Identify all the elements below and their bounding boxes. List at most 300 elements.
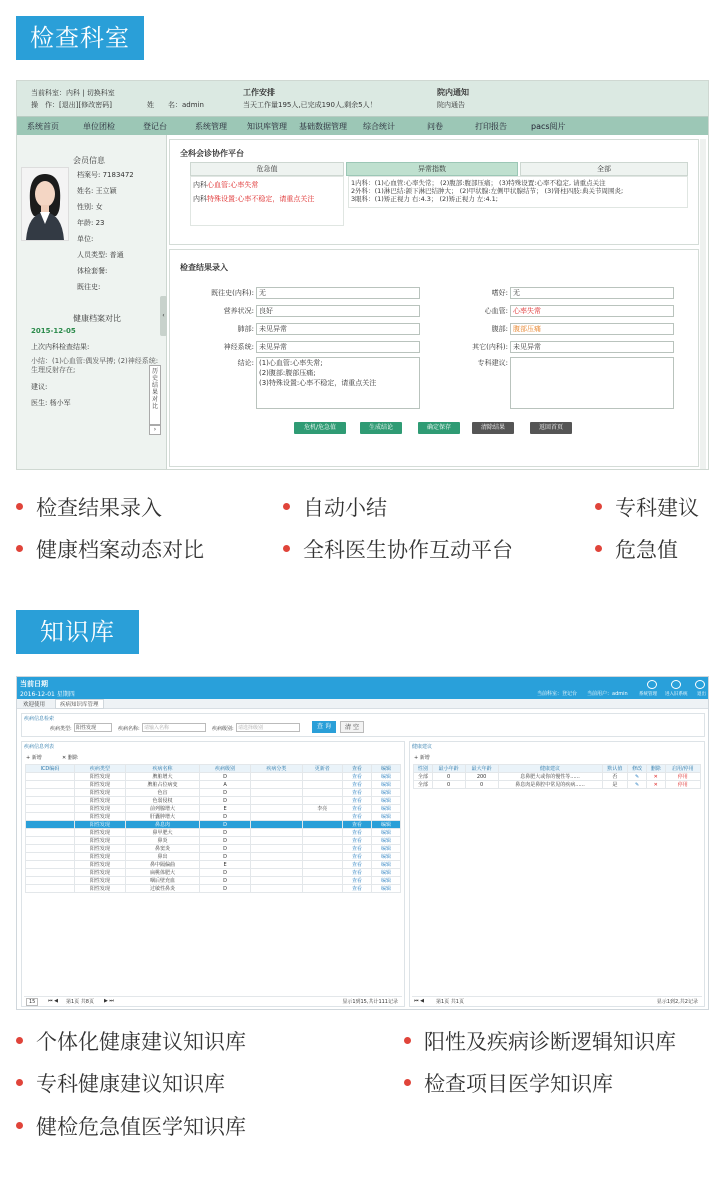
label-nervous: 神经系统: — [223, 343, 254, 351]
table-cell — [26, 877, 75, 885]
table-cell — [251, 805, 302, 813]
tab-welcome[interactable]: 欢迎使用 — [23, 702, 46, 708]
table-cell — [26, 797, 75, 805]
total-records: 显示1到15,共计111记录 — [342, 999, 398, 1005]
table-row[interactable] — [26, 885, 401, 893]
table-cell — [251, 853, 302, 861]
nav-print-report[interactable]: 打印报告 — [475, 122, 507, 131]
member-field: 性别: 女 — [77, 203, 103, 211]
table-row[interactable] — [26, 877, 401, 885]
table-cell[interactable]: 编辑 — [371, 821, 400, 829]
bullet-dot-icon — [16, 1079, 23, 1086]
table-cell[interactable]: 编辑 — [371, 789, 400, 797]
column-header[interactable]: 疾病类型 — [74, 765, 125, 773]
column-header[interactable]: 最小年龄 — [432, 765, 465, 773]
feature-bullet: 全科医生协作互动平台 — [283, 536, 513, 564]
table-cell: 阳性发现 — [74, 781, 125, 789]
advice-label: 建议: — [31, 383, 48, 391]
table-cell — [302, 845, 342, 853]
table-cell: 肝囊肿增大 — [126, 813, 200, 821]
nav-unit-check[interactable]: 单位团检 — [83, 122, 115, 131]
bullet-dot-icon — [404, 1037, 411, 1044]
chevron-right-icon[interactable]: › — [149, 425, 161, 435]
table-cell: D — [199, 773, 250, 781]
table-cell: 200 — [465, 773, 498, 781]
page-size-select[interactable]: 15 — [26, 998, 38, 1006]
table-cell: 阳性发现 — [74, 877, 125, 885]
table-row[interactable] — [26, 861, 401, 869]
table-cell[interactable]: 查看 — [342, 813, 371, 821]
search-panel — [21, 713, 705, 737]
level-label: 疾病级别: — [212, 726, 234, 732]
nervous-field[interactable]: 未见异常 — [256, 341, 420, 353]
table-cell[interactable]: 编辑 — [371, 877, 400, 885]
nav-system[interactable]: 系统管理 — [195, 122, 227, 131]
table-cell — [302, 837, 342, 845]
table-row[interactable] — [26, 773, 401, 781]
entry-panel — [169, 249, 699, 467]
label-conclusion: 结论: — [237, 359, 254, 367]
table-cell — [26, 789, 75, 797]
dept-label[interactable]: 当前科室：登记台 — [537, 691, 578, 697]
table-cell[interactable]: 编辑 — [371, 773, 400, 781]
table-cell — [26, 845, 75, 853]
exam-dept-screenshot — [16, 80, 709, 470]
member-field: 人员类型: 普通 — [77, 251, 124, 259]
other-field[interactable]: 未见异常 — [510, 341, 674, 353]
label-specialist: 专科建议: — [477, 359, 508, 367]
knowledge-screenshot — [16, 676, 709, 1010]
nutrition-field[interactable]: 良好 — [256, 305, 420, 317]
list-item: 内科特殊设置:心率不稳定，请重点关注 — [193, 195, 315, 203]
table-cell — [302, 813, 342, 821]
nav-basic-data[interactable]: 基础数据管理 — [299, 122, 347, 131]
back-home-button[interactable]: 返回首页 — [530, 422, 572, 434]
list-legend: 疾病信息列表 — [24, 744, 55, 750]
conclusion-textarea[interactable]: (1)心血管:心率失常; (2)腹部:腹部压痛; (3)特殊设置:心率不稳定，请重点关注 — [256, 357, 420, 409]
table-cell: 鼻炎 — [126, 837, 200, 845]
bullet-dot-icon — [16, 1037, 23, 1044]
table-cell — [26, 813, 75, 821]
entry-title: 检查结果录入 — [180, 263, 228, 272]
compare-date: 2015-12-05 — [31, 327, 76, 335]
page-info: 第1页 共8页 — [66, 999, 94, 1005]
bullet-dot-icon — [404, 1079, 411, 1086]
feature-bullet: 健检危急值医学知识库 — [16, 1113, 246, 1141]
table-cell[interactable]: 停用 — [665, 781, 700, 789]
table-cell: 阳性发现 — [74, 813, 125, 821]
name-input[interactable]: 请输入名称 — [142, 723, 206, 732]
table-cell: 0 — [465, 781, 498, 789]
abdomen-field[interactable]: 腹部压痛 — [510, 323, 674, 335]
table-cell: D — [199, 829, 250, 837]
feature-bullet: 检查结果录入 — [16, 494, 162, 522]
label-other: 其它(内科): — [472, 343, 508, 351]
table-row[interactable] — [26, 821, 401, 829]
table-cell — [302, 885, 342, 893]
table-row[interactable] — [26, 805, 401, 813]
old-system-label[interactable]: 进入旧系统 — [665, 692, 688, 697]
table-cell: 阳性发现 — [74, 853, 125, 861]
tab-critical[interactable]: 危急值 — [190, 162, 344, 176]
pager — [24, 996, 402, 1006]
member-title: 会员信息 — [73, 156, 105, 165]
table-cell: 全部 — [414, 781, 433, 789]
notice-title: 院内通知 — [437, 88, 469, 97]
member-sidebar — [17, 135, 167, 470]
table-cell — [26, 837, 75, 845]
table-cell[interactable]: ✕ — [646, 781, 665, 789]
table-cell[interactable]: 编辑 — [371, 781, 400, 789]
column-header[interactable]: ICD编码 — [26, 765, 75, 773]
table-cell — [302, 821, 342, 829]
table-row[interactable] — [26, 837, 401, 845]
nav-home[interactable]: 系统首页 — [27, 122, 59, 131]
abnormal-list — [348, 176, 688, 208]
tab-bar — [17, 699, 708, 709]
logout-label[interactable]: 退出 — [697, 692, 706, 697]
pager-next-icon[interactable]: ▶ ⏭ — [104, 998, 114, 1004]
history-compare-tab[interactable]: 历史结果对比 — [149, 365, 161, 425]
table-cell: D — [199, 869, 250, 877]
table-row[interactable] — [26, 813, 401, 821]
table-cell — [302, 877, 342, 885]
power-icon[interactable] — [695, 680, 705, 689]
bullet-dot-icon — [16, 545, 23, 552]
nav-questionnaire[interactable]: 问卷 — [427, 122, 443, 131]
table-cell[interactable]: 停用 — [665, 773, 700, 781]
compare-title: 健康档案对比 — [73, 314, 121, 323]
cardio-field[interactable]: 心率失常 — [510, 305, 674, 317]
table-cell: 阳性发现 — [74, 821, 125, 829]
column-header[interactable]: 删除 — [646, 765, 665, 773]
table-cell — [251, 845, 302, 853]
bullet-dot-icon — [283, 503, 290, 510]
pager-first-icon[interactable]: ⏮ ◀ — [48, 998, 58, 1004]
table-cell — [26, 861, 75, 869]
table-cell — [302, 853, 342, 861]
table-cell: D — [199, 845, 250, 853]
column-header[interactable]: 疾病名称 — [126, 765, 200, 773]
collab-panel — [169, 139, 699, 245]
last-result-label: 上次内科检查结果: — [31, 343, 90, 351]
table-cell — [251, 885, 302, 893]
table-cell — [26, 853, 75, 861]
table-cell: 阳性发现 — [74, 845, 125, 853]
table-cell[interactable]: 编辑 — [371, 805, 400, 813]
past-history-field[interactable]: 无 — [256, 287, 420, 299]
type-select[interactable]: 阳性发现 — [74, 723, 112, 732]
table-cell: D — [199, 853, 250, 861]
table-cell — [26, 805, 75, 813]
table-cell[interactable]: 查看 — [342, 885, 371, 893]
table-cell: 息鼻肥大或你的慢性等...... — [498, 773, 602, 781]
table-cell — [26, 773, 75, 781]
table-cell[interactable]: 编辑 — [371, 869, 400, 877]
name-label: 疾病名称: — [118, 726, 140, 732]
table-cell — [26, 821, 75, 829]
column-header[interactable]: 查看 — [342, 765, 371, 773]
table-cell: 鼻中隔偏曲 — [126, 861, 200, 869]
table-cell: D — [199, 885, 250, 893]
member-field: 档案号: 7183472 — [77, 171, 134, 179]
table-cell[interactable]: 查看 — [342, 821, 371, 829]
table-cell: E — [199, 861, 250, 869]
specialist-textarea[interactable] — [510, 357, 674, 409]
doctor-label: 医生: 杨小军 — [31, 399, 71, 407]
table-cell[interactable]: 查看 — [342, 869, 371, 877]
table-cell — [251, 781, 302, 789]
tab-disease-kb[interactable]: 疾病知识库管理 — [55, 699, 104, 709]
add-advice-button[interactable]: + 新增 — [414, 755, 430, 761]
table-cell: 色弱侵权 — [126, 797, 200, 805]
table-cell[interactable]: 编辑 — [371, 813, 400, 821]
header-bar — [17, 81, 708, 117]
table-cell[interactable]: 编辑 — [371, 853, 400, 861]
label-lung: 肺部: — [237, 325, 254, 333]
hobby-field[interactable]: 无 — [510, 287, 674, 299]
table-cell[interactable]: 编辑 — [371, 861, 400, 869]
table-cell — [302, 861, 342, 869]
table-cell: 阳性发现 — [74, 773, 125, 781]
table-cell[interactable]: 查看 — [342, 797, 371, 805]
table-cell — [26, 829, 75, 837]
table-cell: A — [199, 781, 250, 789]
table-cell: 鼻窦炎 — [126, 845, 200, 853]
date-title: 当前日期 — [20, 680, 48, 688]
disease-list-panel — [21, 741, 405, 1007]
nav-knowledge[interactable]: 知识库管理 — [247, 122, 287, 131]
table-cell: D — [199, 789, 250, 797]
table-cell[interactable]: 查看 — [342, 845, 371, 853]
table-cell — [302, 829, 342, 837]
table-row[interactable] — [414, 773, 701, 781]
delete-button[interactable]: ✕ 删除 — [62, 755, 78, 761]
table-cell: 鼻息肉 — [126, 821, 200, 829]
page-info: 第1页 共1页 — [436, 999, 464, 1005]
column-header[interactable]: 疾病级别 — [199, 765, 250, 773]
table-cell[interactable]: 编辑 — [371, 837, 400, 845]
table-cell[interactable]: 查看 — [342, 829, 371, 837]
table-row[interactable] — [26, 869, 401, 877]
table-cell — [251, 821, 302, 829]
critical-button[interactable]: 危机/危急值 — [294, 422, 346, 434]
help-icon[interactable] — [671, 680, 681, 689]
collab-title: 全科会诊协作平台 — [180, 149, 244, 158]
table-cell — [251, 789, 302, 797]
table-cell: 脾脏增大 — [126, 773, 200, 781]
critical-list — [190, 176, 344, 226]
gear-icon[interactable] — [647, 680, 657, 689]
table-cell — [251, 869, 302, 877]
column-header[interactable]: 最大年龄 — [465, 765, 498, 773]
table-cell[interactable]: 编辑 — [371, 885, 400, 893]
table-cell[interactable]: 查看 — [342, 773, 371, 781]
table-cell[interactable]: 查看 — [342, 837, 371, 845]
table-row[interactable] — [26, 829, 401, 837]
table-cell: 李亮 — [302, 805, 342, 813]
work-title: 工作安排 — [243, 88, 275, 97]
feature-bullet: 自动小结 — [283, 494, 387, 522]
table-cell: 全部 — [414, 773, 433, 781]
table-cell: 是 — [602, 781, 628, 789]
table-cell[interactable]: 查看 — [342, 877, 371, 885]
table-cell — [302, 773, 342, 781]
feature-bullet: 专科健康建议知识库 — [16, 1070, 225, 1098]
advice-table — [413, 764, 701, 789]
bullet-dot-icon — [595, 545, 602, 552]
header-bar — [17, 677, 708, 699]
table-cell[interactable]: ✎ — [628, 773, 647, 781]
feature-bullet: 阳性及疾病诊断逻辑知识库 — [404, 1028, 676, 1056]
table-cell: D — [199, 837, 250, 845]
table-cell[interactable]: 查看 — [342, 805, 371, 813]
table-row[interactable] — [26, 789, 401, 797]
table-cell: 色盲 — [126, 789, 200, 797]
list-item: 2外科：(1)淋巴结:颌下淋巴结肿大； (2)甲状腺:左侧甲状腺结节； (3)肾柱四肢:典关节周围炎; — [351, 187, 624, 195]
work-text: 当天工作量195人,已完成190人,剩余5人！ — [243, 101, 377, 109]
table-cell: E — [199, 805, 250, 813]
table-cell — [26, 869, 75, 877]
dept-label[interactable]: 当前科室：内科 | 切换科室 — [31, 89, 115, 97]
advice-legend: 健康建议 — [412, 744, 433, 750]
pager-first-icon[interactable]: ⏮ ◀ — [414, 998, 424, 1004]
lung-field[interactable]: 未见异常 — [256, 323, 420, 335]
feature-bullet: 个体化健康建议知识库 — [16, 1028, 246, 1056]
label-hobby: 嗜好: — [491, 289, 508, 297]
column-header[interactable]: 启用/停用 — [665, 765, 700, 773]
table-cell: 前列腺增大 — [126, 805, 200, 813]
table-cell — [251, 829, 302, 837]
tab-abnormal[interactable]: 异常指数 — [346, 162, 518, 176]
table-cell: D — [199, 813, 250, 821]
table-cell: 咽后壁充血 — [126, 877, 200, 885]
table-row[interactable] — [26, 781, 401, 789]
member-field: 既往史: — [77, 283, 101, 291]
feature-bullet: 危急值 — [595, 536, 678, 564]
table-cell — [251, 773, 302, 781]
save-button[interactable]: 确定保存 — [418, 422, 460, 434]
table-cell: 阳性发现 — [74, 837, 125, 845]
list-item: 3眼科：(1)矫正视力 右:4.3； (2)矫正视力 左:4.1; — [351, 195, 498, 203]
nav-register[interactable]: 登记台 — [143, 122, 167, 131]
avatar — [21, 167, 69, 241]
table-row[interactable] — [26, 797, 401, 805]
table-cell[interactable]: ✎ — [628, 781, 647, 789]
table-cell[interactable]: 查看 — [342, 781, 371, 789]
add-button[interactable]: + 新增 — [26, 755, 42, 761]
section-title-knowledge: 知识库 — [16, 610, 139, 654]
clear-button[interactable]: 清 空 — [340, 721, 364, 733]
search-legend: 疾病信息检索 — [24, 716, 55, 722]
table-cell — [302, 797, 342, 805]
table-cell — [251, 877, 302, 885]
table-cell: 阳性发现 — [74, 885, 125, 893]
table-cell[interactable]: 查看 — [342, 789, 371, 797]
column-header[interactable]: 性别 — [414, 765, 433, 773]
table-cell: 阳性发现 — [74, 829, 125, 837]
table-cell: 阳性发现 — [74, 805, 125, 813]
table-cell: D — [199, 877, 250, 885]
table-cell: 鼻出 — [126, 853, 200, 861]
notice-text[interactable]: 院内通告 — [437, 101, 465, 109]
user-label: 当前用户：admin — [587, 691, 628, 697]
level-select[interactable]: 请选择级别 — [236, 723, 300, 732]
feature-bullet: 健康档案动态对比 — [16, 536, 204, 564]
operation-label[interactable]: 操 作：[退出][修改密码] — [31, 101, 112, 109]
table-cell[interactable]: ✕ — [646, 773, 665, 781]
column-header[interactable]: 修改 — [628, 765, 647, 773]
member-field: 体检套餐: — [77, 267, 108, 275]
table-cell — [302, 781, 342, 789]
column-header[interactable]: 健康建议 — [498, 765, 602, 773]
table-cell — [251, 797, 302, 805]
search-button[interactable]: 查 询 — [312, 721, 336, 733]
feature-bullet: 检查项目医学知识库 — [404, 1070, 613, 1098]
column-header[interactable]: 疾病分类 — [251, 765, 302, 773]
scrollbar[interactable] — [700, 139, 706, 469]
table-cell: 阳性发现 — [74, 861, 125, 869]
last-result-text: 小结：(1)心血管:偶发早搏; (2)神经系统:生理反射存在; — [31, 357, 159, 374]
bullet-dot-icon — [16, 503, 23, 510]
clear-button[interactable]: 清除结果 — [472, 422, 514, 434]
system-manage-label[interactable]: 系统管理 — [639, 692, 657, 697]
member-field: 年龄: 23 — [77, 219, 105, 227]
table-cell[interactable]: 编辑 — [371, 797, 400, 805]
health-advice-panel — [409, 741, 705, 1007]
generate-conclusion-button[interactable]: 生成结论 — [360, 422, 402, 434]
nav-statistics[interactable]: 综合统计 — [363, 122, 395, 131]
member-field: 姓名: 王立颖 — [77, 187, 117, 195]
table-cell: 阳性发现 — [74, 789, 125, 797]
label-cardio: 心血管: — [484, 307, 508, 315]
table-cell — [302, 869, 342, 877]
table-cell — [26, 781, 75, 789]
table-cell: 扁桃体肥大 — [126, 869, 200, 877]
list-item: 内科心血管:心率失常 — [193, 181, 259, 189]
table-cell — [302, 789, 342, 797]
collapse-handle[interactable]: ‹ — [160, 296, 167, 336]
table-cell[interactable]: 编辑 — [371, 829, 400, 837]
table-cell: 阳性发现 — [74, 797, 125, 805]
column-header[interactable]: 更新者 — [302, 765, 342, 773]
table-cell: 0 — [432, 781, 465, 789]
table-row[interactable] — [26, 845, 401, 853]
bullet-dot-icon — [283, 545, 290, 552]
section-title-exam-dept: 检查科室 — [16, 16, 144, 60]
table-cell[interactable]: 编辑 — [371, 845, 400, 853]
nav-pacs[interactable]: pacs阅片 — [531, 122, 566, 131]
date-text: 2016-12-01 星期四 — [20, 691, 75, 698]
type-label: 疾病类型: — [50, 726, 72, 732]
label-abdomen: 腹部: — [491, 325, 508, 333]
feature-bullet: 专科建议 — [595, 494, 699, 522]
table-row[interactable] — [414, 781, 701, 789]
table-row[interactable] — [26, 853, 401, 861]
table-cell: 否 — [602, 773, 628, 781]
column-header[interactable]: 默认值 — [602, 765, 628, 773]
table-cell: 过敏性鼻炎 — [126, 885, 200, 893]
table-cell[interactable]: 查看 — [342, 853, 371, 861]
table-cell: 阳性发现 — [74, 869, 125, 877]
disease-table — [25, 764, 401, 893]
tab-all[interactable]: 全部 — [520, 162, 688, 176]
list-item: 1内科：(1)心血管:心率失常； (2)腹部:腹部压痛； (3)特殊设置:心率不稳定, 请重点关注 — [351, 179, 606, 187]
label-nutrition: 营养状况: — [223, 307, 254, 315]
table-cell[interactable]: 查看 — [342, 861, 371, 869]
table-cell: D — [199, 797, 250, 805]
column-header[interactable]: 编辑 — [371, 765, 400, 773]
